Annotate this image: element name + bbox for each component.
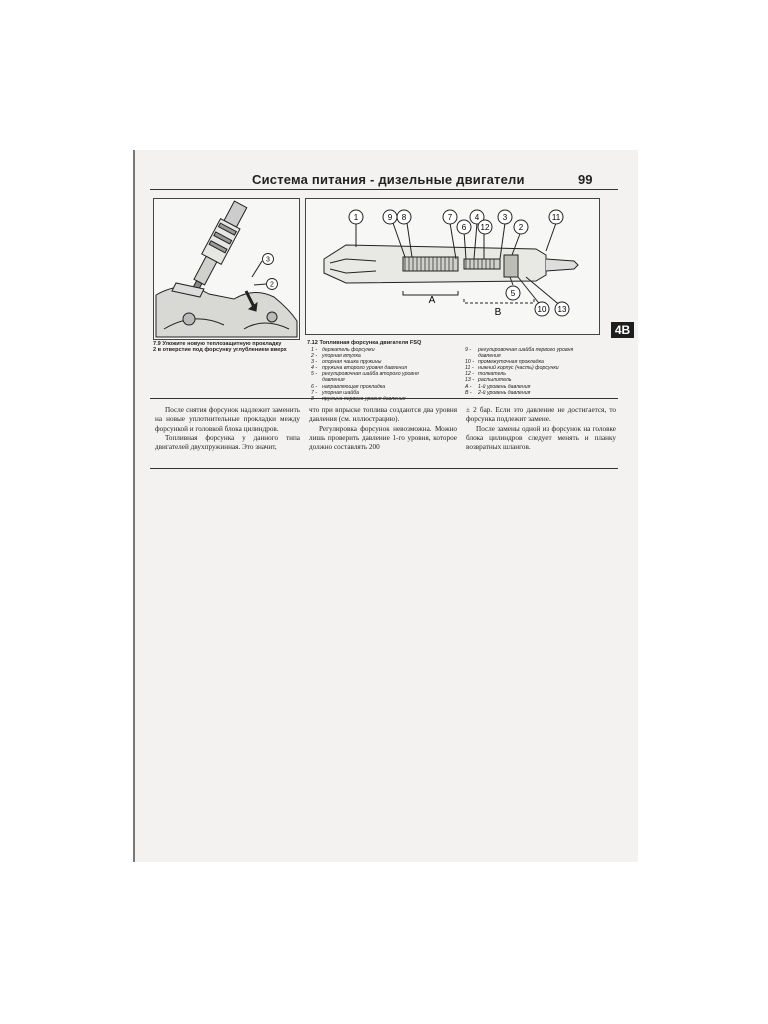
body-paragraph: Регулировка форсунок невозможна. Можно лишь проверить давление 1-го уровня, которое должно составлять 200: [309, 424, 457, 452]
callout-7: 7: [447, 213, 453, 222]
callout-8: 8: [401, 213, 407, 222]
body-column-3: [466, 406, 616, 452]
body-paragraph: Топливная форсунка у данного типа двигателей двухпружинная. Это значит,: [155, 433, 300, 452]
callout-10: 10: [537, 305, 547, 314]
figure-7-12: [305, 198, 600, 335]
callout-9: 9: [387, 213, 393, 222]
figure-7-9-callout-2: 2: [270, 281, 274, 289]
figure-divider: [150, 398, 618, 399]
figure-7-9-drawing: [154, 199, 299, 339]
legend-item: 2 - упорная втулка: [311, 353, 361, 360]
body-paragraph: После замены одной из форсунок на головке блока цилиндров следует менять и планку возвратных шлангов.: [466, 424, 616, 452]
page-title: Система питания - дизельные двигатели: [252, 172, 525, 187]
figure-7-9-caption: [153, 341, 301, 354]
dimension-label-b: B: [494, 307, 502, 318]
callout-3: 3: [502, 213, 508, 222]
legend-item: 3 - опорная чашка пружины: [311, 359, 382, 366]
callout-5: 5: [510, 289, 516, 298]
section-tab-4b: 4B: [611, 322, 634, 338]
legend-item: 7 - упорная шайба: [311, 389, 360, 396]
figure-7-12-legend-left: [311, 347, 456, 402]
body-column-1: [155, 406, 300, 452]
callout-13: 13: [557, 305, 567, 314]
figure-7-12-drawing: [306, 199, 599, 334]
legend-item: A - 1-й уровень давления: [465, 383, 531, 390]
legend-item: 8 - пружина первого уровня давления: [311, 395, 406, 402]
header-rule: [150, 189, 618, 190]
legend-item: 5 - регулировочная шайба второго уровня давления: [311, 371, 419, 384]
callout-2: 2: [518, 223, 524, 232]
dimension-label-a: A: [428, 295, 436, 306]
body-paragraph: После снятия форсунок надлежит заменить на новые уплотнительные прокладки между форсункой и головкой блока цилиндров.: [155, 406, 300, 433]
callout-11: 11: [551, 213, 561, 222]
legend-item: B - 2-й уровень давления: [465, 389, 531, 396]
legend-item: 1 - держатель форсунки: [311, 347, 375, 353]
figure-7-12-legend-right: [465, 347, 605, 396]
legend-item: 11 - нижний корпус (часть) форсунки: [465, 365, 559, 372]
legend-item: 10 - промежуточная прокладка: [465, 359, 544, 366]
figure-7-12-caption: 7.12 Топливная форсунка двигателя FSQ: [307, 340, 422, 346]
page-number: 99: [578, 172, 593, 187]
callout-6: 6: [461, 223, 467, 232]
legend-item: 4 - пружина второго уровня давления: [311, 365, 407, 372]
callout-4: 4: [474, 213, 480, 222]
legend-item: 6 - направляющая прокладка: [311, 383, 386, 390]
figure-7-9-caption-line-1: 7.9 Уложите новую теплозащитную прокладку: [153, 341, 282, 347]
legend-item: 13 - распылитель: [465, 377, 512, 384]
page-binding-edge: [133, 150, 135, 862]
callout-1: 1: [353, 213, 359, 222]
figure-7-9: [153, 198, 300, 340]
legend-item: 9 - регулировочная шайба первого уровня давления: [465, 347, 574, 360]
legend-item: 12 - толкатель: [465, 371, 506, 378]
body-paragraph: что при впрыске топлива создаются два уровня давления (см. иллюстрацию).: [309, 406, 457, 424]
body-column-2: [309, 406, 457, 452]
content-bottom-rule: [150, 468, 618, 469]
figure-7-9-callout-3: 3: [266, 256, 270, 264]
figure-7-9-caption-line-2: 2 в отверстие под форсунку углублением вверх: [153, 347, 287, 354]
callout-12: 12: [480, 223, 490, 232]
body-paragraph: ± 2 бар. Если это давление не достигается, то форсунка подлежит замене.: [466, 406, 616, 424]
